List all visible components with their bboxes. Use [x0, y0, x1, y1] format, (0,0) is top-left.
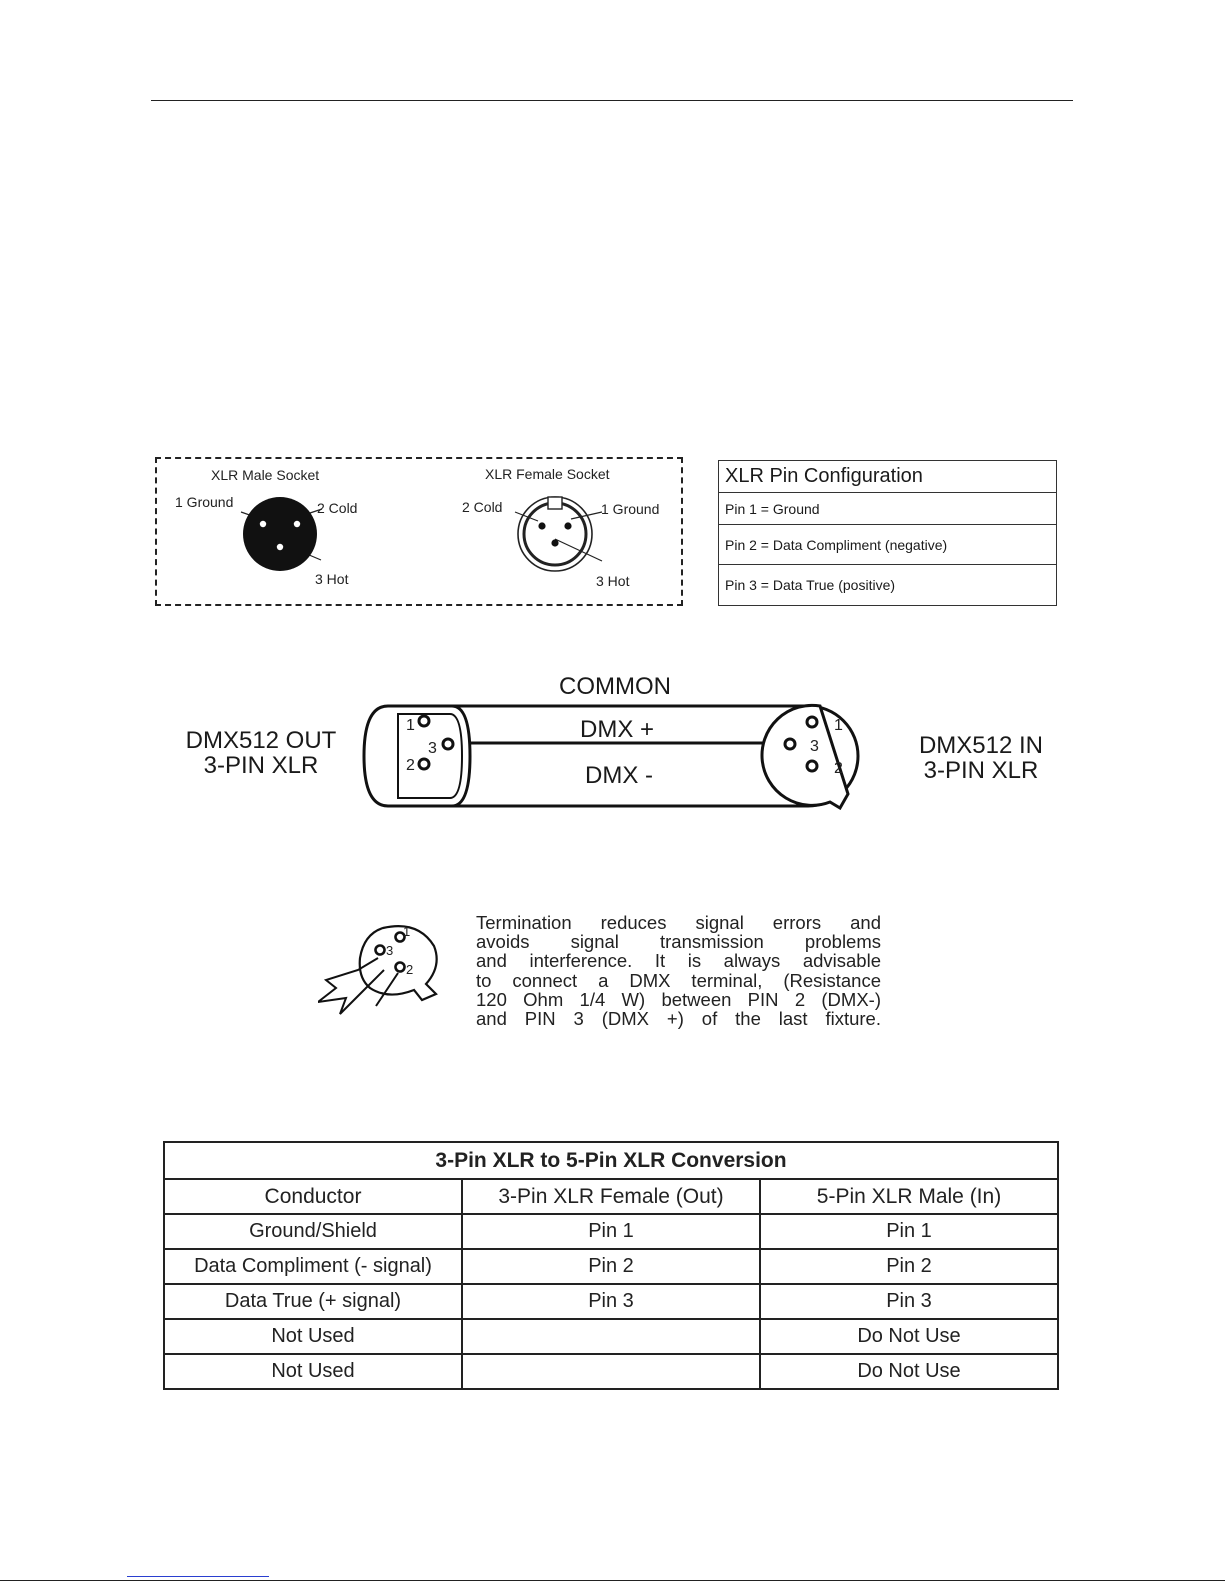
table-cell: Not Used [164, 1354, 462, 1389]
termination-line: 120 Ohm 1/4 W) between PIN 2 (DMX-) [476, 988, 881, 1010]
dmx-plus-label: DMX + [580, 716, 655, 743]
xlr-out-connector-icon [364, 706, 470, 806]
table-cell: Not Used [164, 1319, 462, 1354]
termination-line: Termination reduces signal errors and [476, 912, 881, 933]
table-cell: Do Not Use [760, 1319, 1058, 1354]
column-header-3pin: 3-Pin XLR Female (Out) [462, 1179, 760, 1214]
table-cell: Ground/Shield [164, 1214, 462, 1249]
footer-rule [0, 1580, 1225, 1581]
table-cell: Do Not Use [760, 1354, 1058, 1389]
dmx-minus-label: DMX - [585, 762, 653, 789]
female-pin2-label: 2 Cold [462, 499, 503, 515]
out-pin2-number: 2 [406, 757, 415, 774]
dmx-in-label-line1: DMX512 IN [918, 732, 1044, 759]
pin-config-title: XLR Pin Configuration [719, 461, 1056, 493]
table-cell: Pin 1 [760, 1214, 1058, 1249]
table-row [164, 1319, 1058, 1354]
term-pin1-number: 1 [403, 924, 411, 939]
male-pin1-label: 1 Ground [175, 494, 234, 510]
xlr-female-socket-icon [515, 497, 602, 571]
termination-plug-icon [318, 918, 448, 1018]
term-pin2-number: 2 [406, 962, 414, 977]
table-cell: Data Compliment (- signal) [164, 1249, 462, 1284]
termination-description [476, 913, 881, 1028]
female-pin3-label: 3 Hot [596, 573, 630, 589]
male-pin2-label: 2 Cold [317, 500, 358, 516]
pin-configuration-table [718, 460, 1057, 606]
pin-config-row: Pin 3 = Data True (positive) [725, 577, 896, 593]
xlr-male-socket-icon [241, 497, 322, 571]
termination-line: avoids signal transmission problems [476, 931, 881, 953]
out-pin3-number: 3 [428, 740, 437, 757]
dmx-out-label-line1: DMX512 OUT [185, 727, 337, 754]
in-pin1-number: 1 [834, 717, 843, 734]
dmx-cable-drawing [360, 690, 880, 810]
male-pin3-label: 3 Hot [315, 571, 349, 587]
pin-config-row: Pin 2 = Data Compliment (negative) [719, 525, 1056, 565]
female-pin1-label: 1 Ground [601, 501, 660, 517]
table-cell [462, 1319, 760, 1354]
female-socket-title: XLR Female Socket [485, 466, 610, 482]
male-socket-title: XLR Male Socket [211, 467, 320, 483]
table-cell: Pin 1 [462, 1214, 760, 1249]
table-cell: Pin 2 [760, 1249, 1058, 1284]
xlr-socket-drawings [155, 457, 683, 606]
term-pin3-number: 3 [386, 943, 394, 958]
dmx-out-label-line2: 3-PIN XLR [203, 752, 319, 779]
in-pin2-number: 2 [834, 760, 843, 777]
termination-line: to connect a DMX terminal, (Resistance [476, 969, 881, 991]
termination-line: and interference. It is always advisable [476, 950, 881, 972]
conversion-table-title: 3-Pin XLR to 5-Pin XLR Conversion [164, 1142, 1058, 1179]
table-cell: Pin 3 [760, 1284, 1058, 1319]
table-row [164, 1354, 1058, 1389]
table-row [164, 1284, 1058, 1319]
table-row [164, 1249, 1058, 1284]
termination-line: and PIN 3 (DMX +) of the last fixture. [476, 1008, 881, 1030]
out-pin1-number: 1 [406, 717, 415, 734]
table-cell: Pin 3 [462, 1284, 760, 1319]
table-cell: Pin 2 [462, 1249, 760, 1284]
table-cell [462, 1354, 760, 1389]
in-pin3-number: 3 [810, 738, 819, 755]
dmx-in-label-line2: 3-PIN XLR [923, 757, 1039, 784]
column-header-5pin: 5-Pin XLR Male (In) [760, 1179, 1058, 1214]
pin-config-row: Pin 1 = Ground [719, 493, 1056, 525]
common-label: COMMON [559, 673, 671, 700]
column-header-conductor: Conductor [164, 1179, 462, 1214]
conversion-table [163, 1141, 1059, 1390]
footer-link-underline[interactable] [127, 1576, 269, 1577]
table-cell: Data True (+ signal) [164, 1284, 462, 1319]
header-rule [151, 100, 1073, 101]
table-row [164, 1214, 1058, 1249]
